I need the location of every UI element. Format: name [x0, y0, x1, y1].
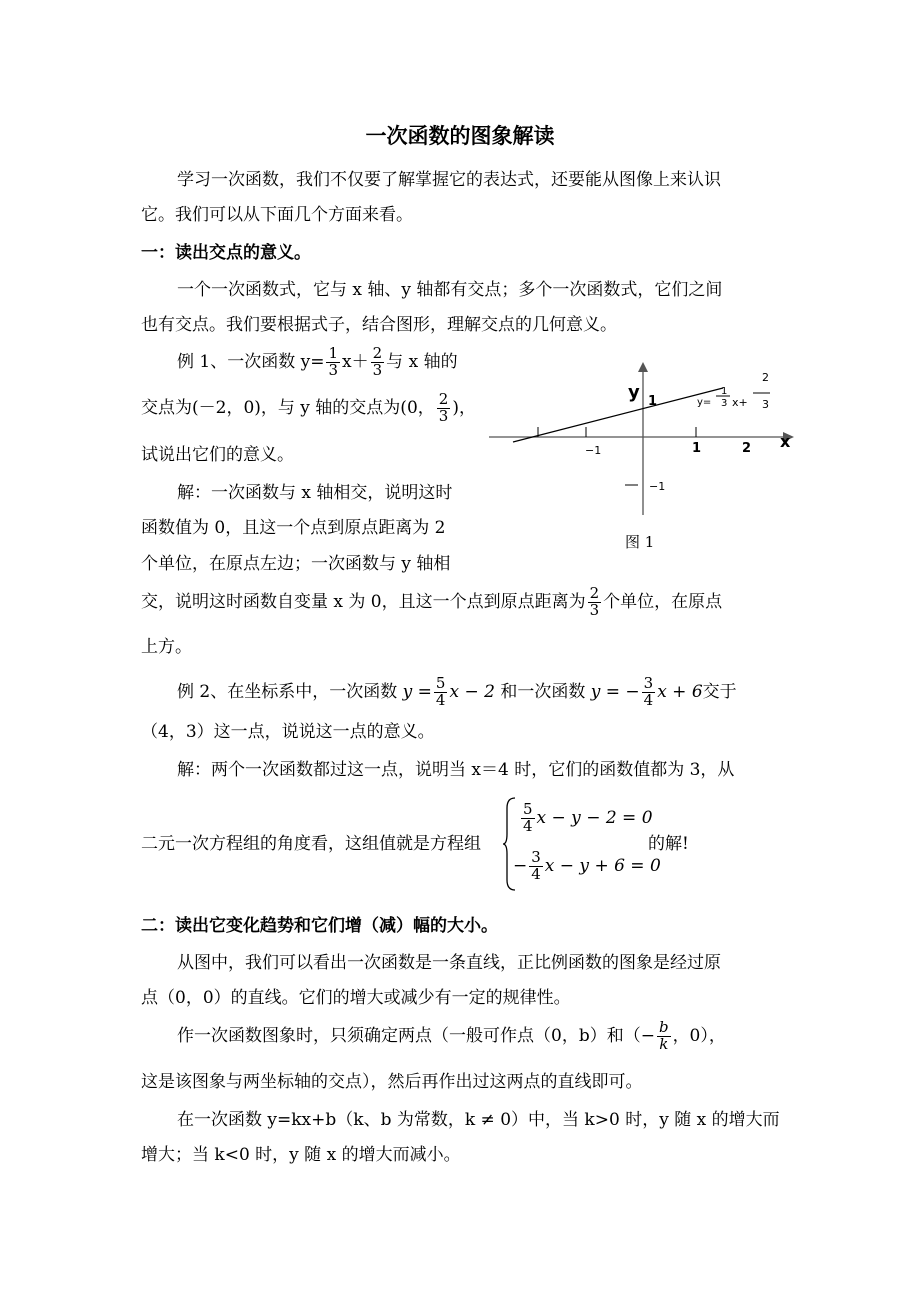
example-1-line: 例 1、一次函数 y= $\frac{1}{3}$ x＋ $\frac{2}{3}$ 与 x 轴的 — [177, 344, 458, 379]
y-axis-arrow — [638, 362, 648, 372]
function-line — [513, 388, 723, 442]
eq-label-y: y= — [697, 397, 712, 408]
s2-para-line-3: 作一次函数图象时，只须确定两点（一般可作点（0，b）和（− $\frac{b}{k}$ ，0）， — [177, 1018, 726, 1053]
fraction-b-over-k: $\frac{b}{k}$ — [658, 1018, 669, 1053]
solution-2-line-1: 解：两个一次函数都过这一点，说明当 x＝4 时，它们的函数值都为 3，从 — [177, 760, 735, 780]
solution-1-line-4: 交，说明这时函数自变量 x 为 0，且这一个点到原点距离为 $\frac{2}{3}$ 个单位，在原点 — [141, 584, 723, 619]
eq-label-f1-num: 1 — [721, 386, 728, 397]
page-title: 一次函数的图象解读 — [365, 124, 555, 148]
solution-2-end: 的解! — [648, 834, 689, 854]
fraction-two-thirds: $\frac{2}{3}$ — [438, 390, 449, 425]
fraction-five-quarters: $\frac{5}{4}$ — [523, 800, 533, 835]
solution-1-line-5: 上方。 — [141, 637, 192, 657]
s2-para-line-1: 从图中，我们可以看出一次函数是一条直线，正比例函数的图象是经过原 — [177, 953, 721, 973]
figure-1-graph — [485, 360, 795, 520]
s2-para-line-6: 增大；当 k<0 时，y 随 x 的增大而减小。 — [141, 1145, 461, 1165]
tick-label-1: 1 — [692, 441, 702, 456]
eq-label-f2-num: 2 — [762, 371, 769, 384]
example-2-question: （4，3）这一点，说说这一点的意义。 — [141, 722, 435, 742]
y-axis-label: y — [628, 382, 640, 403]
intro-line-2: 它。我们可以从下面几个方面来看。 — [141, 205, 413, 225]
intro-line-1: 学习一次函数，我们不仅要了解掌握它的表达式，还要能从图像上来认识 — [177, 170, 721, 190]
tick-label-ym1: −1 — [649, 480, 666, 493]
fraction-two-thirds: $\frac{2}{3}$ — [589, 584, 600, 619]
equation-system-row-2: − $\frac{3}{4}$ x − y + 6 = 0 — [513, 848, 661, 883]
s1-para-line-2: 也有交点。我们要根据式子，结合图形，理解交点的几何意义。 — [141, 315, 617, 335]
solution-1-line-2: 函数值为 0，且这一个点到原点距离为 2 — [141, 518, 446, 538]
solution-1-line-1: 解：一次函数与 x 轴相交，说明这时 — [177, 483, 453, 503]
section-2-heading: 二：读出它变化趋势和它们增（减）幅的大小。 — [141, 916, 498, 936]
tick-label-y1: 1 — [648, 394, 658, 409]
fraction-one-third: $\frac{1}{3}$ — [328, 344, 339, 379]
s1-para-line-1: 一个一次函数式，它与 x 轴、y 轴都有交点；多个一次函数式，它们之间 — [177, 280, 723, 300]
fraction-three-quarters: $\frac{3}{4}$ — [643, 674, 654, 709]
equation-system-row-1: $\frac{5}{4}$ x − y − 2 = 0 — [523, 800, 653, 835]
section-1-heading: 一：读出交点的意义。 — [141, 243, 311, 263]
eq-label-x: x+ — [732, 396, 748, 409]
eq-label-f1-den: 3 — [721, 398, 728, 409]
fraction-two-thirds: $\frac{2}{3}$ — [372, 344, 383, 379]
example-1-question: 试说出它们的意义。 — [141, 445, 294, 465]
eq-label-f2-den: 3 — [762, 398, 769, 411]
x-axis-label: x — [780, 432, 791, 451]
example-1-intersections: 交点为(－2，0)，与 y 轴的交点为(0， $\frac{2}{3}$ )， — [141, 390, 476, 425]
s2-para-line-5: 在一次函数 y=kx+b（k、b 为常数，k ≠ 0）中，当 k>0 时，y 随 x 的增大而 — [177, 1110, 780, 1130]
fraction-five-quarters: $\frac{5}{4}$ — [435, 674, 446, 709]
fraction-three-quarters: $\frac{3}{4}$ — [531, 848, 541, 883]
s2-para-line-2: 点（0，0）的直线。它们的增大或减少有一定的规律性。 — [141, 988, 571, 1008]
figure-1-caption: 图 1 — [625, 533, 655, 551]
solution-1-line-3: 个单位，在原点左边；一次函数与 y 轴相 — [141, 554, 451, 574]
s2-para-line-4: 这是该图象与两坐标轴的交点），然后再作出过这两点的直线即可。 — [141, 1072, 643, 1092]
example-2-line: 例 2、在坐标系中，一次函数 y = $\frac{5}{4}$ x − 2 和一次函数 y = − $\frac{3}{4}$ x + 6交于 — [177, 674, 737, 709]
tick-label-m1: −1 — [585, 444, 602, 457]
solution-2-line-2: 二元一次方程组的角度看，这组值就是方程组 — [141, 834, 481, 854]
tick-label-2: 2 — [742, 441, 752, 456]
